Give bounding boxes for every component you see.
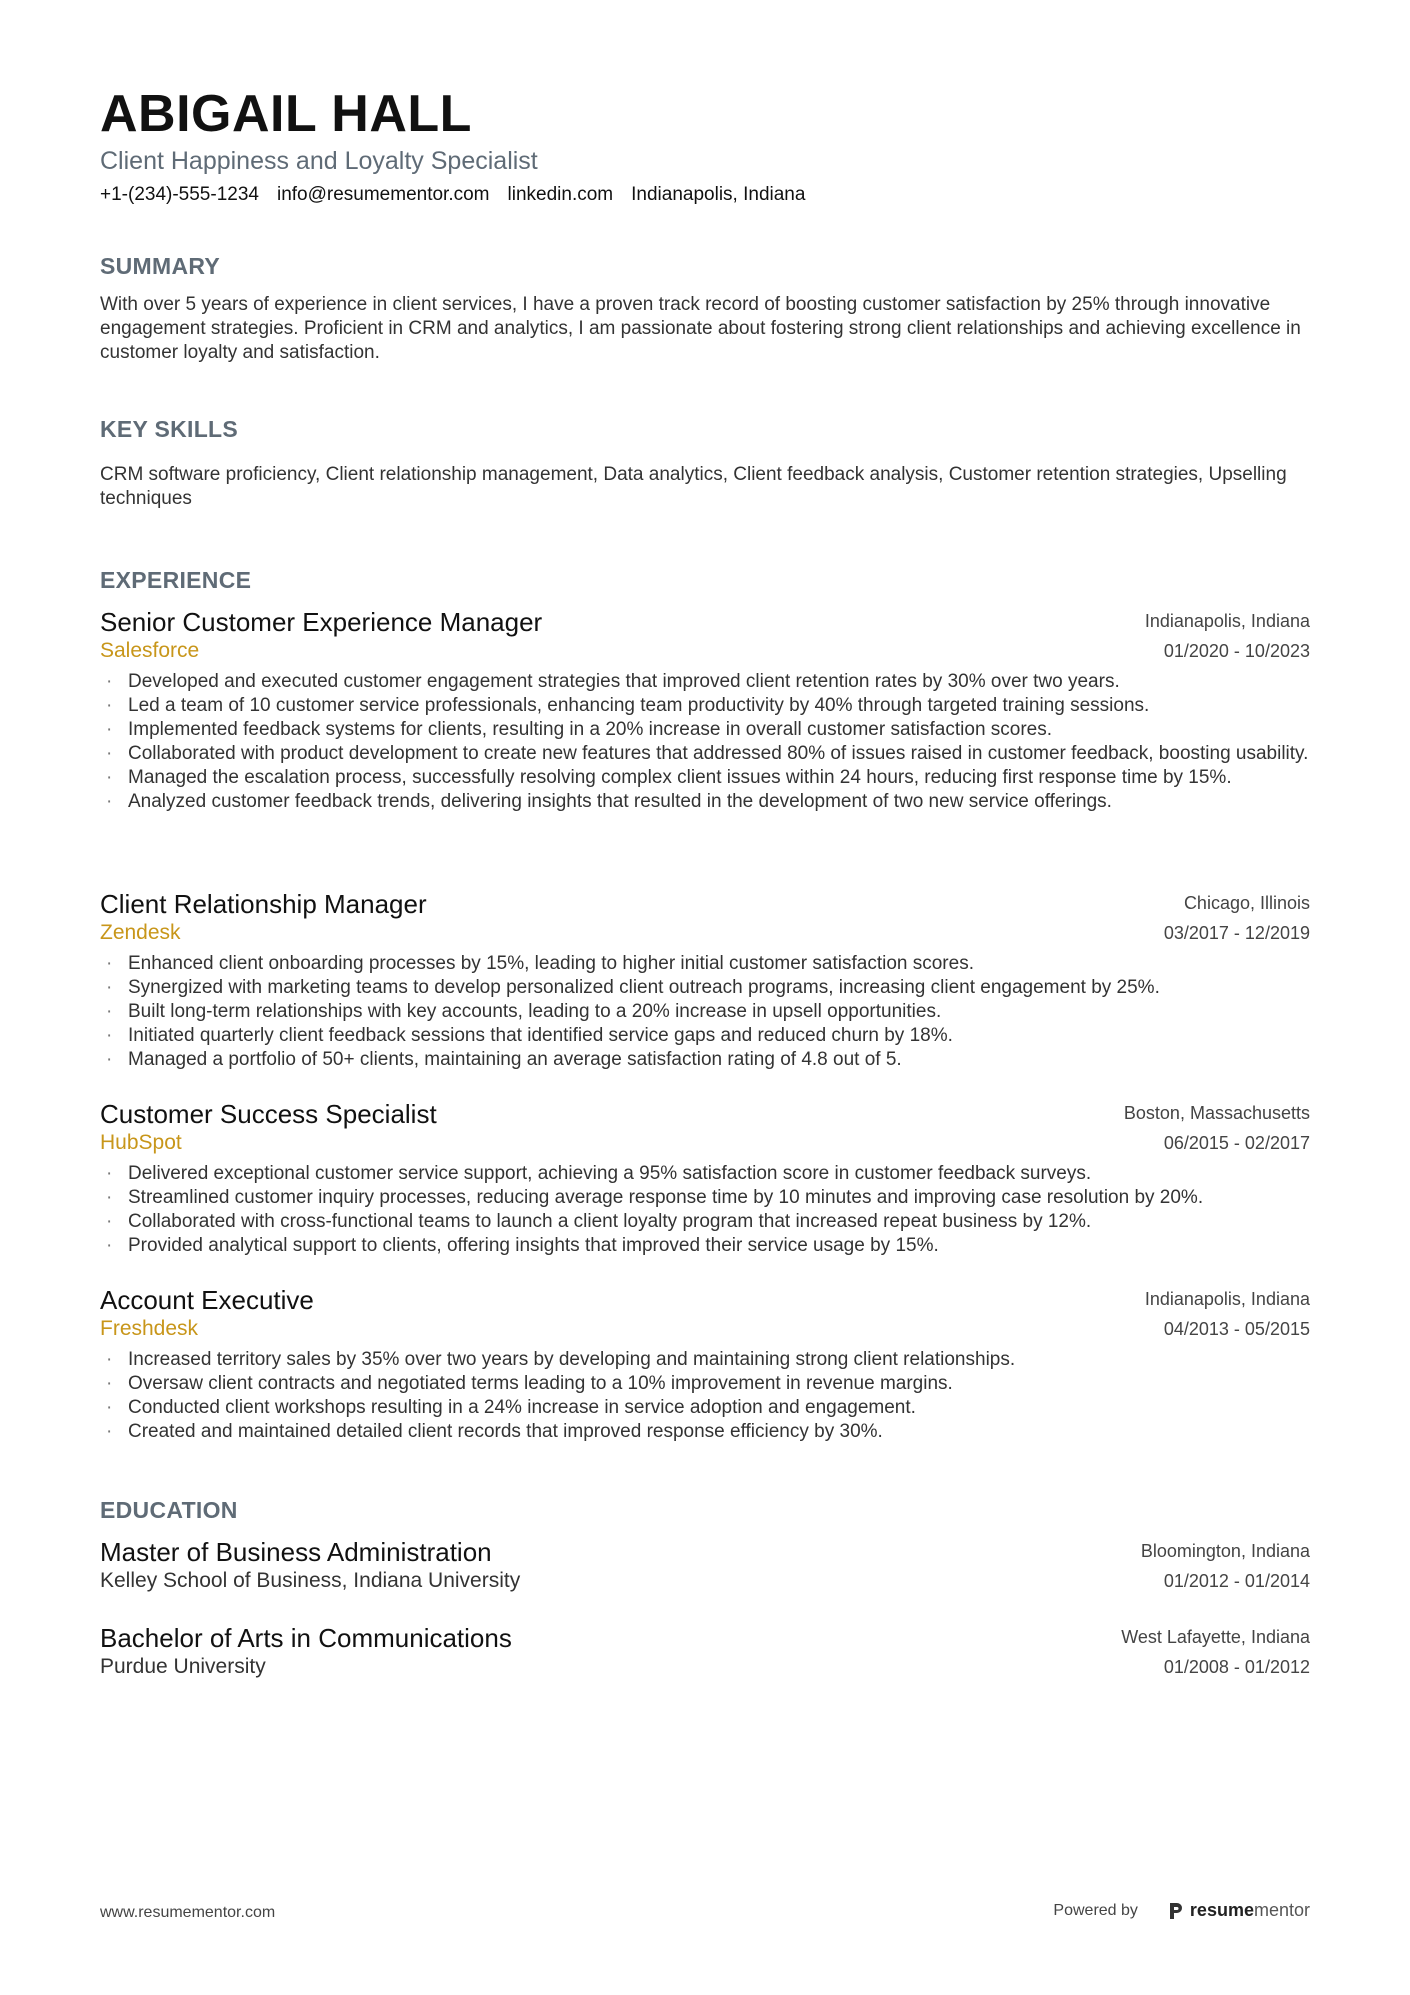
job-title: Client Relationship Manager [100,889,427,919]
edu-dates: 01/2008 - 01/2012 [1163,1657,1310,1677]
powered-by-label: Powered by [1053,1901,1138,1919]
job-title: Customer Success Specialist [100,1099,437,1129]
footer-branding [1053,1900,1310,1921]
contact-phone: +1-(234)-555-1234 [100,184,259,205]
contact-location: Indianapolis, Indiana [631,184,806,205]
logo-text-bold: resume [1189,1900,1254,1920]
skills-text: CRM software proficiency, Client relationship management, Data analytics, Client feedback analysis, Customer retention strategies, Upselling techniques [100,464,1287,509]
contact-linkedin[interactable]: linkedin.com [507,184,614,205]
candidate-title: Client Happiness and Loyalty Specialist [100,147,538,175]
bullet-item: · Streamlined customer inquiry processes, reducing average response time by 10 minutes and improving case resolution by 20%. [100,1186,1310,1210]
job-location: Indianapolis, Indiana [1144,1289,1310,1309]
job-company: HubSpot [100,1131,182,1154]
edu-school: Purdue University [100,1655,266,1678]
bullet-item: · Managed a portfolio of 50+ clients, maintaining an average satisfaction rating of 4.8 out of 5. [100,1048,1310,1072]
education-heading: EDUCATION [100,1497,238,1523]
bullet-item: · Delivered exceptional customer service support, achieving a 95% satisfaction score in customer feedback surveys. [100,1162,1310,1186]
education-entry [100,1622,1310,1682]
summary-heading: SUMMARY [100,253,221,279]
job-location: Boston, Massachusetts [1123,1103,1310,1123]
job-bullets [100,952,1310,1072]
skills-heading: KEY SKILLS [100,416,239,442]
job-bullets [100,1162,1310,1258]
edu-school: Kelley School of Business, Indiana University [100,1569,521,1592]
bullet-item: · Provided analytical support to clients, offering insights that improved their service usage by 15%. [100,1234,1310,1258]
job-company: Salesforce [100,639,200,662]
job-dates: 06/2015 - 02/2017 [1163,1133,1310,1153]
logo-text-light: mentor [1253,1900,1310,1920]
job-dates: 04/2013 - 05/2015 [1163,1319,1310,1339]
resumementor-logo[interactable] [1168,1900,1310,1921]
job-dates: 01/2020 - 10/2023 [1163,641,1310,661]
job-dates: 03/2017 - 12/2019 [1163,923,1310,943]
edu-location: Bloomington, Indiana [1140,1541,1310,1561]
bullet-item: · Increased territory sales by 35% over two years by developing and maintaining strong client relationships. [100,1348,1310,1372]
bullet-item: · Led a team of 10 customer service professionals, enhancing team productivity by 40% through targeted training sessions. [100,694,1310,718]
job-bullets [100,670,1310,814]
job-bullets [100,1348,1310,1444]
edu-degree: Master of Business Administration [100,1537,492,1567]
bullet-item: · Enhanced client onboarding processes by 15%, leading to higher initial customer satisfaction scores. [100,952,1310,976]
resumementor-logo-icon [1168,1901,1184,1921]
bullet-item: · Collaborated with cross-functional teams to launch a client loyalty program that increased repeat business by 12%. [100,1210,1310,1234]
bullet-item: · Oversaw client contracts and negotiated terms leading to a 10% improvement in revenue margins. [100,1372,1310,1396]
bullet-item: · Initiated quarterly client feedback sessions that identified service gaps and reduced churn by 18%. [100,1024,1310,1048]
job-location: Chicago, Illinois [1183,893,1310,913]
bullet-item: · Synergized with marketing teams to develop personalized client outreach programs, increasing client engagement by 25%. [100,976,1310,1000]
bullet-item: · Analyzed customer feedback trends, delivering insights that resulted in the development of two new service offerings. [100,790,1310,814]
edu-dates: 01/2012 - 01/2014 [1163,1571,1310,1591]
contact-line [100,183,805,207]
candidate-name: ABIGAIL HALL [100,85,472,143]
summary-text: With over 5 years of experience in client services, I have a proven track record of boosting customer satisfaction by 25% through innovative engagement strategies. Proficient in CRM and analytics, I am passionate about fostering strong client relationships and achieving excellence in customer loyalty and satisfaction. [100,294,1301,363]
job-company: Zendesk [100,921,181,944]
bullet-item: · Managed the escalation process, successfully resolving complex client issues within 24 hours, reducing first response time by 15%. [100,766,1310,790]
bullet-item: · Built long-term relationships with key accounts, leading to a 20% increase in upsell opportunities. [100,1000,1310,1024]
edu-degree: Bachelor of Arts in Communications [100,1623,512,1653]
footer-website[interactable]: www.resumementor.com [100,1904,276,1921]
resume-page [100,0,1310,1995]
bullet-item: · Collaborated with product development to create new features that addressed 80% of issues raised in customer feedback, boosting usability. [100,742,1310,766]
bullet-item: · Implemented feedback systems for clients, resulting in a 20% increase in overall customer satisfaction scores. [100,718,1310,742]
edu-location: West Lafayette, Indiana [1121,1627,1310,1647]
job-title: Account Executive [100,1285,314,1315]
contact-email[interactable]: info@resumementor.com [276,184,490,205]
education-entry [100,1536,1310,1596]
bullet-item: · Conducted client workshops resulting in a 24% increase in service adoption and engagement. [100,1396,1310,1420]
job-location: Indianapolis, Indiana [1144,611,1310,631]
experience-heading: EXPERIENCE [100,567,252,593]
bullet-item: · Developed and executed customer engagement strategies that improved client retention rates by 30% over two years. [100,670,1310,694]
bullet-item: · Created and maintained detailed client records that improved response efficiency by 30%. [100,1420,1310,1444]
job-company: Freshdesk [100,1317,199,1340]
job-title: Senior Customer Experience Manager [100,607,543,637]
